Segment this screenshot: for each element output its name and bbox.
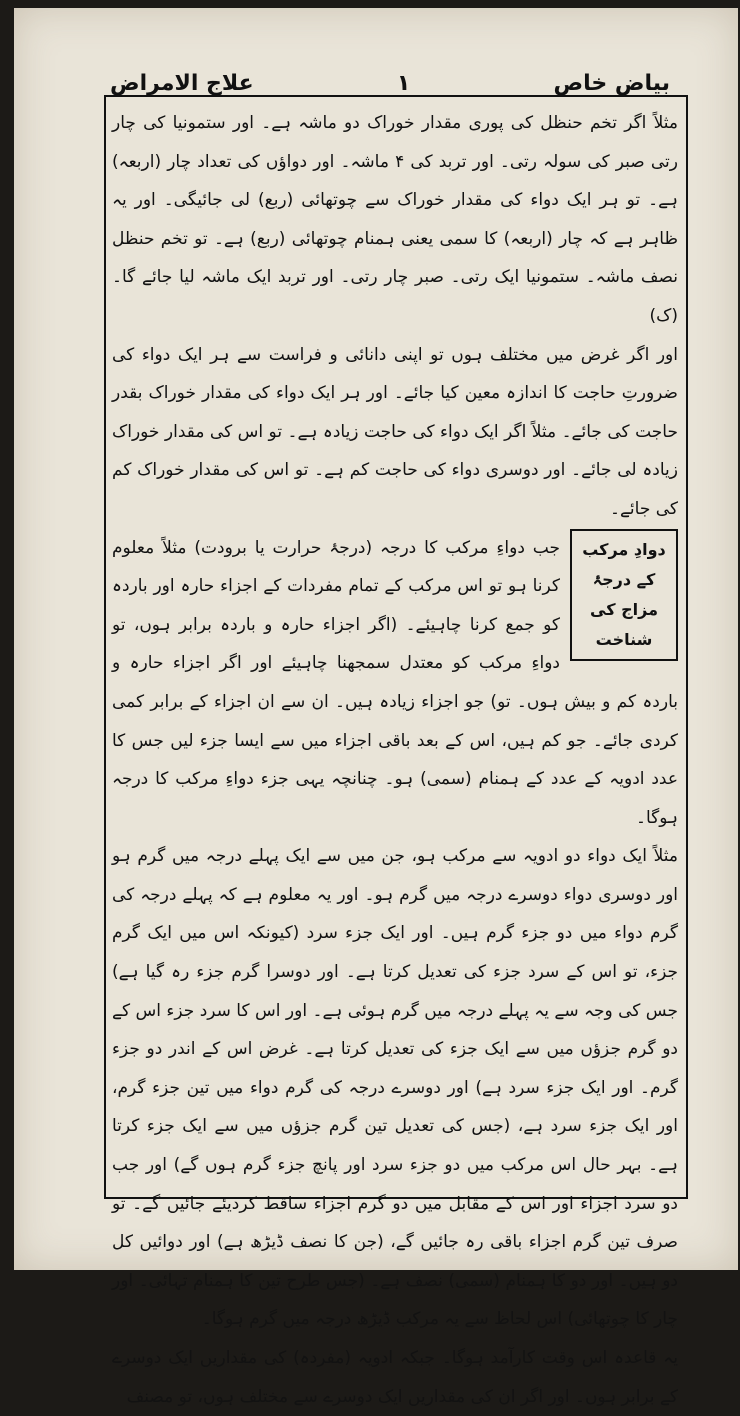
header-title-right: بیاض خاص xyxy=(553,70,670,96)
section-heading: دوادِ مرکب کے درجۂ مزاج کی شناخت xyxy=(582,539,666,649)
paragraph-4: مثلاً ایک دواء دو ادویہ سے مرکب ہو، جن میں سے ایک پہلے درجہ میں گرم ہو اور دوسری دواء دوسرے درجہ میں گرم ہو۔ اور یہ معلوم ہے کہ پہلے درجہ کی گرم دواء میں دو جزء گرم ہیں۔ اور ایک جزء سرد (کیونکہ اس میں ایک گرم جزء، تو اس کے سرد جزء کی تعدیل کرتا ہے۔ اور دوسرا گرم جزء رہ گیا ہے) جس کی وجہ سے یہ پہلے درجہ میں گرم ہوئی ہے۔ اور اس کا سرد جزء اس کے دو گرم جزؤں میں سے ایک جزء کی تعدیل کرتا ہے۔ غرض اس کے اندر دو جزء گرم۔ اور ایک جزء سرد ہے) اور دوسرے درجہ کی گرم دواء میں تین جزء گرم، اور ایک جزء سرد ہے، (جس کی تعدیل تین گرم جزؤں میں سے ایک جزء کرتا ہے۔ بہر حال اس مرکب میں دو جزء سرد اور پانچ جزء گرم ہوں گے) اور جب دو سرد اجزاء اور اس کے مقابل میں دو گرم اجزاء ساقط کردیئے جائیں گے۔ تو صرف تین گرم اجزاء باقی رہ جائیں گے، (جن کا نصف ڈیڑھ ہے) اور دوائیں کل دو ہیں۔ اور دو کا ہمنام (سمی) نصف ہے۔ (جس طرح تین کا ہمنام تہائی۔ اور چار کا چوتھائی) اس لحاظ سے یہ مرکب ڈیڑھ درجہ میں گرم ہوگا۔ xyxy=(112,846,678,1330)
body-text xyxy=(112,104,678,1416)
section-heading-box xyxy=(570,529,678,661)
header-title-left: علاج الامراض xyxy=(110,70,254,96)
paragraph-2: اور اگر غرض میں مختلف ہوں تو اپنی دانائی و فراست سے ہر ایک دواء کی ضرورتِ حاجت کا اندازہ معین کیا جائے۔ اور ہر ایک دواء کی مقدار خوراک بقدر حاجت کی جائے۔ مثلاً اگر ایک دواء کی حاجت زیادہ ہے۔ تو اس کی مقدار خوراک زیادہ لی جائے۔ اور دوسری دواء کی حاجت کم ہے۔ تو اس کی مقدار خوراک کم کی جائے۔ xyxy=(112,344,678,519)
paragraph-1: مثلاً اگر تخم حنظل کی پوری مقدار خوراک دو ماشہ ہے۔ اور ستمونیا کی چار رتی صبر کی سولہ رتی۔ اور تربد کی ۴ ماشہ۔ اور دواؤں کی تعداد چار (اربعہ) ہے۔ تو ہر ایک دواء کی مقدار خوراک سے چوتھائی (ربع) لی جائیگی۔ اور یہ ظاہر ہے کہ چار (اربعہ) کا سمی یعنی ہمنام چوتھائی (ربع) ہے۔ تو تخم حنظل نصف ماشہ۔ ستمونیا ایک رتی۔ صبر چار رتی۔ اور تربد ایک ماشہ لیا جائے گا۔ (ک) xyxy=(112,113,678,326)
page-number: ۱ xyxy=(396,70,411,96)
paragraph-3: جب دواءِ مرکب کا درجہ (درجۂ حرارت یا برودت) مثلاً معلوم کرنا ہو تو اس مرکب کے تمام مفردات کے اجزاء حارہ اور باردہ کو جمع کرنا چاہیئے۔ (اگر اجزاء حارہ و باردہ برابر ہوں، تو دواءِ مرکب کو معتدل سمجھنا چاہیئے اور اگر اجزاء حارہ و باردہ کم و بیش ہوں۔ تو) جو اجزاء زیادہ ہیں۔ ان سے ان اجزاء کے برابر کمی کردی جائے۔ جو کم ہیں، اس کے بعد باقی اجزاء میں سے ایسا جزء لیں جس کا عدد ادویہ کے عدد کے ہمنام (سمی) ہو۔ چنانچہ یہی جزء دواءِ مرکب کا درجہ ہوگا۔ xyxy=(112,537,678,828)
paragraph-5: یہ قاعدہ اس وقت کارآمد ہوگا۔ جبکہ ادویہ (مفردہ) کی مقداریں ایک دوسرے کے برابر ہوں۔ اور اگر ان کی مقداریں ایک دوسرے سے مختلف ہوں، تو مصنف xyxy=(112,1348,678,1407)
